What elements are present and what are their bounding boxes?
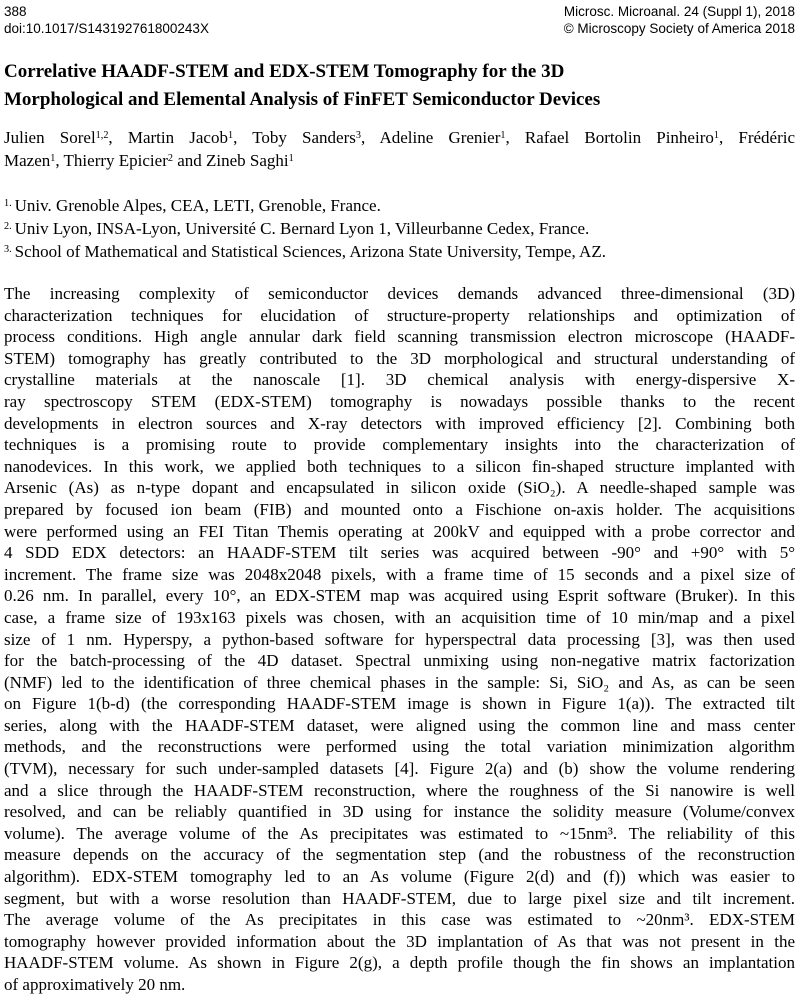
abstract-line <box>4 758 795 780</box>
text-segment: for the batch-processing of the 4D dataset. Spectral unmixing using non-negative matrix factorization <box>4 651 795 671</box>
text-segment: on Figure 1(b-d) (the corresponding HAADF-STEM image is shown in Figure 1(a)). The extracted tilt <box>4 694 795 714</box>
text-segment: , Martin Jacob <box>108 128 228 147</box>
abstract-line <box>4 888 795 910</box>
text-segment: 4 SDD EDX detectors: an HAADF-STEM tilt series was acquired between -90° and +90° with 5° <box>4 543 795 563</box>
text-segment: , Thierry Epicier <box>55 151 168 170</box>
abstract-line <box>4 305 795 327</box>
abstract-line <box>4 650 795 672</box>
text-segment: HAADF-STEM volume. As shown in Figure 2(g), a depth profile though the fin shows an implantation <box>4 953 795 973</box>
abstract-line <box>4 736 795 758</box>
text-segment: developments in electron sources and X-ray detectors with improved efficiency [2]. Combining both <box>4 413 795 433</box>
text-segment: The average volume of the As precipitates in this case was estimated to ~20nm³. EDX-STEM <box>4 910 795 930</box>
text-segment: of approximatively 20 nm. <box>4 975 186 994</box>
abstract-line <box>4 369 795 391</box>
text-segment: , Toby Sanders <box>233 128 356 147</box>
affiliation-line <box>4 217 795 240</box>
superscript: 2 <box>167 153 173 165</box>
page-header <box>4 3 795 37</box>
abstract-line <box>4 607 795 629</box>
page-number: 388 <box>4 4 27 19</box>
text-segment: crystalline materials at the nanoscale [1]. 3D chemical analysis with energy-dispersive X- <box>4 370 795 390</box>
abstract-line <box>4 477 795 499</box>
text-segment: Univ Lyon, INSA-Lyon, Université C. Bernard Lyon 1, Villeurbanne Cedex, France. <box>14 219 590 238</box>
abstract-line <box>4 974 795 996</box>
paper-title <box>4 58 795 114</box>
text-segment: resolved, and can be reliably quantified in 3D using for instance the solidity measure (Volume/convex <box>4 802 795 822</box>
superscript: 2. <box>4 221 12 233</box>
abstract-line <box>4 326 795 348</box>
journal-reference: Microsc. Microanal. 24 (Suppl 1), 2018 <box>563 4 795 19</box>
text-segment: prepared by focused ion beam (FIB) and mounted onto a Fischione on-axis holder. The acquisitions <box>4 499 795 519</box>
abstract-line <box>4 952 795 974</box>
paper-title-line <box>4 58 795 86</box>
copyright-notice: © Microscopy Society of America 2018 <box>563 21 795 36</box>
abstract-line <box>4 866 795 888</box>
text-segment: , Frédéric <box>718 128 796 147</box>
text-segment: process conditions. High angle annular dark field scanning transmission electron microscope (HAADF- <box>4 327 795 347</box>
abstract-line <box>4 844 795 866</box>
text-segment: , Adeline Grenier <box>360 128 501 147</box>
text-segment: nanodevices. In this work, we applied both techniques to a silicon fin-shaped structure implanted with <box>4 456 795 476</box>
text-segment: and a slice through the HAADF-STEM reconstruction, where the roughness of the Si nanowire is well <box>4 780 795 800</box>
text-segment: measure depends on the accuracy of the segmentation step (and the robustness of the reconstruction <box>4 845 795 865</box>
text-segment: techniques is a promising route to provide complementary insights into the characterization of <box>4 435 795 455</box>
text-segment: characterization techniques for elucidation of structure-property relationships and optimization of <box>4 305 795 325</box>
abstract-line <box>4 391 795 413</box>
abstract-line <box>4 693 795 715</box>
abstract-line <box>4 564 795 586</box>
text-segment: Julien Sorel <box>4 128 96 147</box>
text-segment: tomography however provided information about the 3D implantation of As that was not present in the <box>4 931 795 951</box>
text-segment: , Rafael Bortolin Pinheiro <box>505 128 714 147</box>
text-segment: algorithm). EDX-STEM tomography led to an As volume (Figure 2(d) and (f)) which was easier to <box>4 867 795 887</box>
abstract-line <box>4 780 795 802</box>
abstract-line <box>4 909 795 931</box>
abstract-line <box>4 413 795 435</box>
abstract-line <box>4 801 795 823</box>
abstract-line <box>4 456 795 478</box>
text-segment: Mazen <box>4 151 51 170</box>
author-line <box>4 149 795 172</box>
text-segment: size of 1 nm. Hyperspy, a python-based software for hyperspectral data processing [3], was then used <box>4 629 795 649</box>
text-segment: and Zineb Saghi <box>172 151 289 170</box>
abstract-line <box>4 499 795 521</box>
text-segment: series, along with the HAADF-STEM dataset, were aligned using the common line and mass center <box>4 715 795 735</box>
text-segment: 0.26 nm. In parallel, every 10°, an EDX-STEM map was acquired using Esprit software (Bruker). In this <box>4 586 795 606</box>
author-list <box>4 126 795 172</box>
superscript: 1 <box>227 130 234 142</box>
text-segment: Morphological and Elemental Analysis of FinFET Semiconductor Devices <box>4 89 601 110</box>
abstract-line <box>4 585 795 607</box>
paper-title-line <box>4 86 795 114</box>
superscript: 1 <box>713 130 719 142</box>
text-segment: methods, and the reconstructions were performed using the total variation minimization algorithm <box>4 737 795 757</box>
text-segment: ray spectroscopy STEM (EDX-STEM) tomography is nowadays possible thanks to the recent <box>4 391 795 411</box>
text-segment: case, a frame size of 193x163 pixels was chosen, with an acquisition time of 10 min/map and a pixel <box>4 607 795 627</box>
superscript: 3 <box>355 130 361 142</box>
affiliation-line <box>4 194 795 217</box>
doi: doi:10.1017/S143192761800243X <box>4 21 209 36</box>
abstract-line <box>4 931 795 953</box>
superscript: 1 <box>500 130 506 142</box>
abstract-line <box>4 434 795 456</box>
text-segment: School of Mathematical and Statistical Sciences, Arizona State University, Tempe, AZ. <box>14 242 606 261</box>
text-segment: Arsenic (As) as n-type dopant and encapsulated in silicon oxide (SiO₂). A needle-shaped sample was <box>4 478 795 498</box>
header-left <box>4 3 209 37</box>
text-segment: Correlative HAADF-STEM and EDX-STEM Tomography for the 3D <box>4 61 565 82</box>
text-segment: The increasing complexity of semiconductor devices demands advanced three-dimensional (3D) <box>4 284 795 303</box>
abstract-line <box>4 542 795 564</box>
abstract-line <box>4 823 795 845</box>
abstract-line <box>4 672 795 694</box>
abstract-line <box>4 715 795 737</box>
author-line <box>4 126 795 149</box>
header-right <box>564 3 795 37</box>
affiliation-line <box>4 240 795 263</box>
abstract-line <box>4 629 795 651</box>
superscript: 1. <box>4 198 12 210</box>
abstract-body <box>4 283 795 996</box>
text-segment: (TVM), necessary for such under-sampled datasets [4]. Figure 2(a) and (b) show the volume rendering <box>4 759 795 779</box>
text-segment: increment. The frame size was 2048x2048 pixels, with a frame time of 15 seconds and a pixel size of <box>4 564 795 584</box>
superscript: 1 <box>50 153 56 165</box>
text-segment: segment, but with a worse resolution than HAADF-STEM, due to large pixel size and tilt increment. <box>4 888 795 908</box>
abstract-line <box>4 348 795 370</box>
text-segment: were performed using an FEI Titan Themis operating at 200kV and equipped with a probe corrector and <box>4 521 795 541</box>
abstract-line <box>4 521 795 543</box>
text-segment: STEM) tomography has greatly contributed to the 3D morphological and structural understanding of <box>4 348 795 368</box>
text-segment: volume). The average volume of the As precipitates was estimated to ~15nm³. The reliability of this <box>4 823 795 843</box>
superscript: 1,2 <box>95 130 109 142</box>
abstract-line <box>4 283 795 305</box>
text-segment: Univ. Grenoble Alpes, CEA, LETI, Grenoble, France. <box>14 196 381 215</box>
affiliation-list <box>4 194 795 263</box>
superscript: 3. <box>4 244 12 256</box>
text-segment: (NMF) led to the identification of three chemical phases in the sample: Si, SiO₂ and As, as can be seen <box>4 672 795 692</box>
superscript: 1 <box>288 153 294 165</box>
